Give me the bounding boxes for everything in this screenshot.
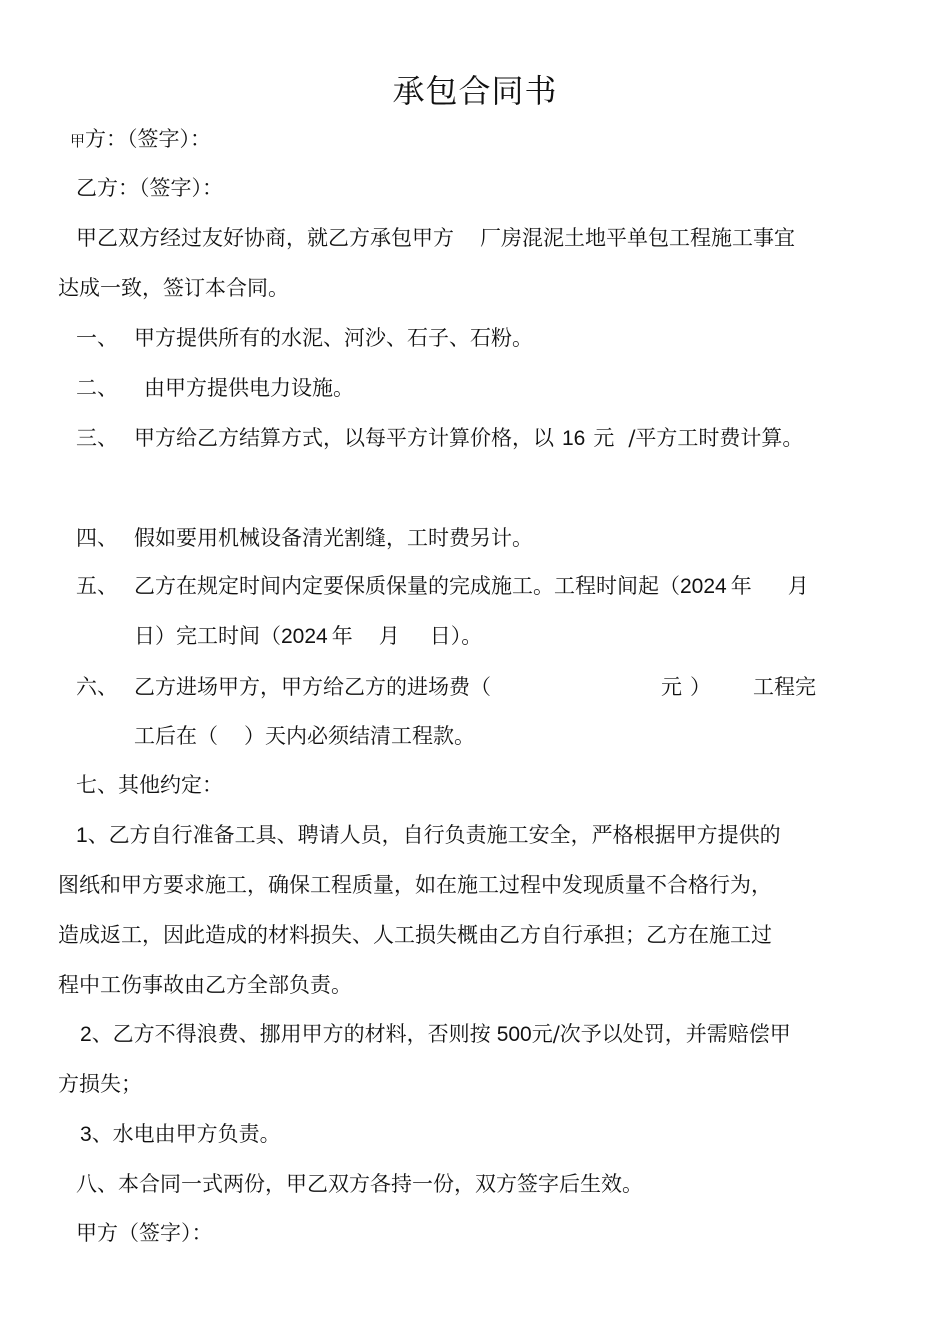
clause-5-year-label: 年 [730,574,752,598]
clause-3 [76,423,803,454]
clause-3-text-c: /平方工时费计算。 [628,426,804,450]
clause-7-2-text-a: 、乙方不得浪费、挪用甲方的材料，否则按 [91,1022,491,1046]
clause-3-unit: 元 [593,426,615,450]
clause-6-text-d: 工程完 [753,675,816,699]
clause-7-3-number: 3 [80,1123,92,1146]
clause-3-price: 16 [562,427,586,450]
clause-4-text: 假如要用机械设备清光割缝，工时费另计。 [134,526,533,550]
clause-7-2-line-1 [80,1019,791,1050]
clause-7-1-line-1 [76,820,781,851]
clause-7-2-number: 2 [80,1023,92,1046]
clause-7-3 [80,1119,281,1150]
clause-5-end-year: 2024 [281,625,328,648]
clause-2-text: 由甲方提供电力设施。 [144,376,354,400]
clause-5-line-1 [76,571,809,602]
clause-7-3-text: 、水电由甲方负责。 [91,1122,281,1146]
clause-7-2-text-b: 元/次予以处罚，并需赔偿甲 [531,1022,791,1046]
clause-6-yuan-label: 元 [661,675,682,699]
clause-5-end-month-label: 月 [378,624,400,648]
clause-7-1-line-2: 图纸和甲方要求施工，确保工程质量，如在施工过程中发现质量不合格行为， [58,873,772,897]
intro-line-1 [76,223,795,253]
clause-1-number: 一、 [76,326,118,350]
clause-2 [76,373,354,403]
clause-1-text: 甲方提供所有的水泥、河沙、石子、石粉。 [134,326,533,350]
clause-4 [76,523,533,553]
clause-5-end-year-label: 年 [331,624,353,648]
clause-7-1-line-4: 程中工伤事故由乙方全部负责。 [58,973,352,997]
clause-5-line-2 [134,621,482,652]
clause-6-number: 六、 [76,675,118,699]
intro-text-1a: 甲乙双方经过友好协商，就乙方承包甲方 [76,226,454,250]
clause-7-2-amount: 500 [496,1023,532,1046]
clause-5-end-day-label: 日）。 [429,624,483,648]
intro-text-1b: 厂房混泥土地平单包工程施工事宜 [480,226,795,250]
party-a-line [70,124,211,156]
clause-7-1-line-3: 造成返工，因此造成的材料损失、人工损失概由乙方自行承担；乙方在施工过 [58,923,772,947]
clause-7-heading: 七、其他约定： [76,773,223,797]
clause-5-text-d: 日）完工时间（ [134,624,281,648]
clause-5-start-year: 2024 [680,575,727,598]
clause-6-line-1 [76,672,816,702]
party-b-line: 乙方：（签字）： [76,176,223,200]
clause-7-1-text-1: 、乙方自行准备工具、聘请人员，自行负责施工安全，严格根据甲方提供的 [87,823,781,847]
clause-6-text-e: 工后在（ [134,724,218,748]
clause-1 [76,323,533,353]
clause-3-number: 三、 [76,426,118,450]
document-title: 承包合同书 [392,72,558,110]
signature-party-a: 甲方（签字）： [76,1221,213,1245]
clause-7-2-line-2: 方损失； [58,1072,142,1096]
clause-5-month-label: 月 [787,574,809,598]
clause-6-paren-close: ） [690,675,711,699]
intro-line-2: 达成一致，签订本合同。 [58,276,289,300]
clause-6-text-f: ）天内必须结清工程款。 [244,724,475,748]
clause-4-number: 四、 [76,526,118,550]
clause-5-text-a: 乙方在规定时间内定要保质保量的完成施工。工程时间起（ [134,574,680,598]
party-a-label: 方：（签字）： [85,127,212,151]
clause-6-line-2 [134,721,475,751]
clause-6-text-a: 乙方进场甲方，甲方给乙方的进场费（ [134,675,491,699]
party-a-prefix: 甲 [70,132,86,150]
clause-2-number: 二、 [76,376,118,400]
clause-7-1-number: 1 [76,824,88,847]
clause-5-number: 五、 [76,574,118,598]
clause-3-text-a: 甲方给乙方结算方式，以每平方计算价格，以 [134,426,554,450]
clause-8: 八、本合同一式两份，甲乙双方各持一份，双方签字后生效。 [76,1172,643,1196]
